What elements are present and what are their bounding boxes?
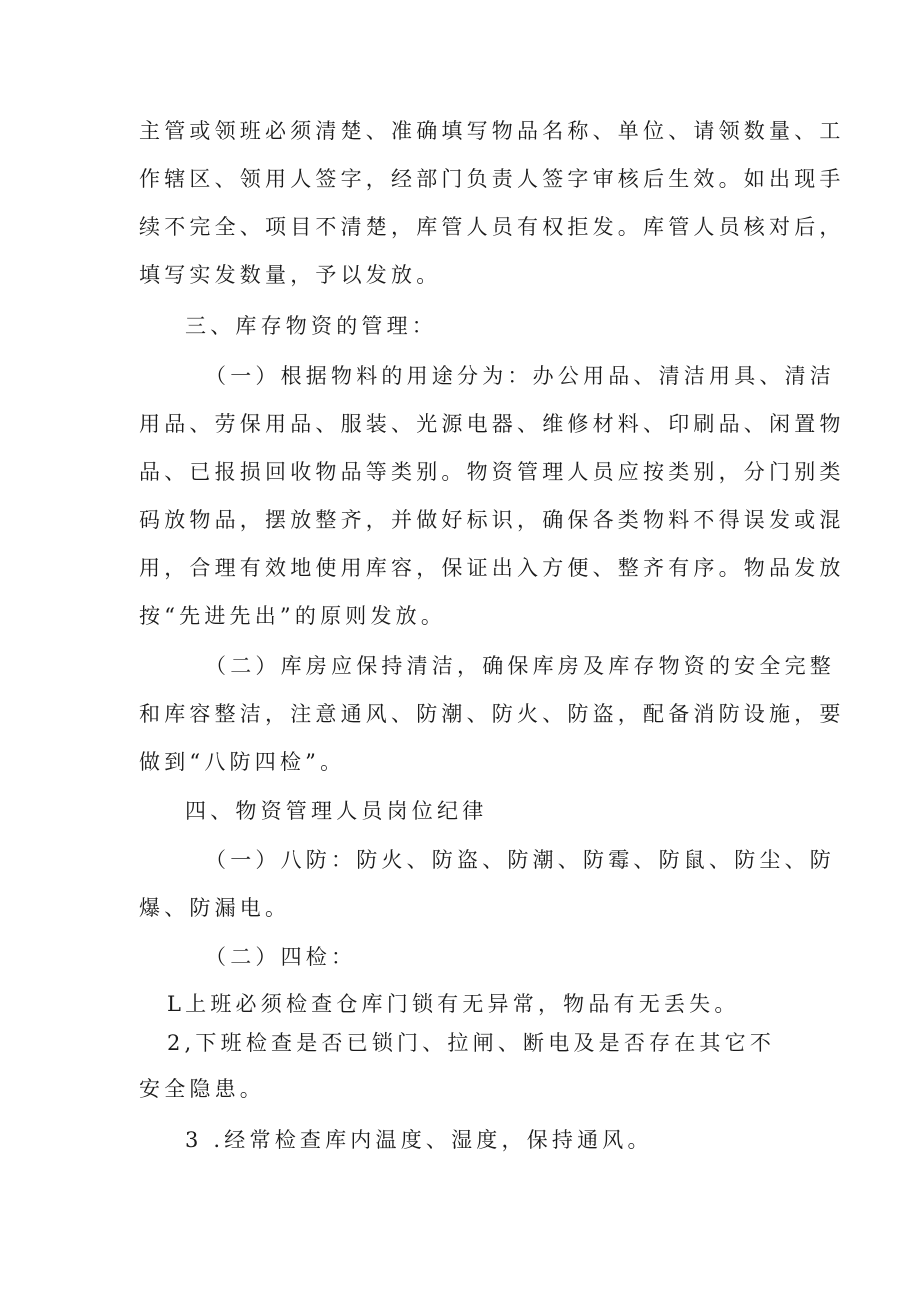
subsection-heading: （二）四检： [205, 945, 357, 969]
paragraph-line: 做到“八防四检”。 [139, 750, 346, 774]
list-item-continuation: 安全隐患。 [139, 1077, 265, 1101]
paragraph-line: （一）八防：防火、防盗、防潮、防霉、防鼠、防尘、防 [205, 848, 835, 872]
paragraph-line: 和库容整洁，注意通风、防潮、防火、防盗，配备消防设施，要 [139, 702, 845, 726]
paragraph-line: 续不完全、项目不清楚，库管人员有权拒发。库管人员核对后， [139, 215, 845, 239]
paragraph-line: 用，合理有效地使用库容，保证出入方便、整齐有序。物品发放 [139, 556, 845, 580]
paragraph-line: 爆、防漏电。 [139, 896, 291, 920]
paragraph-line: 码放物品，摆放整齐，并做好标识，确保各类物料不得误发或混 [139, 508, 845, 532]
paragraph-line: 品、已报损回收物品等类别。物资管理人员应按类别，分门别类 [139, 460, 845, 484]
paragraph-line: （二）库房应保持清洁，确保库房及库存物资的安全完整 [205, 654, 835, 678]
list-item: L上班必须检查仓库门锁有无异常，物品有无丢失。 [167, 992, 740, 1016]
paragraph-line: 作辖区、领用人签字，经部门负责人签字审核后生效。如出现手 [139, 167, 845, 191]
paragraph-line: 填写实发数量，予以发放。 [139, 263, 442, 287]
paragraph-line: 按“先进先出”的原则发放。 [139, 604, 447, 628]
paragraph-line: 主管或领班必须清楚、准确填写物品名称、单位、请领数量、工 [139, 119, 845, 143]
paragraph-line: 用品、劳保用品、服装、光源电器、维修材料、印刷品、闲置物 [139, 412, 845, 436]
section-heading: 三、库存物资的管理： [185, 314, 437, 338]
list-item: 2,下班检查是否已锁门、拉闸、断电及是否存在其它不 [167, 1031, 776, 1055]
list-item: 3 .经常检查库内温度、湿度，保持通风。 [185, 1128, 653, 1152]
paragraph-line: （一）根据物料的用途分为：办公用品、清洁用具、清洁 [205, 364, 835, 388]
section-heading: 四、物资管理人员岗位纪律 [185, 799, 488, 823]
